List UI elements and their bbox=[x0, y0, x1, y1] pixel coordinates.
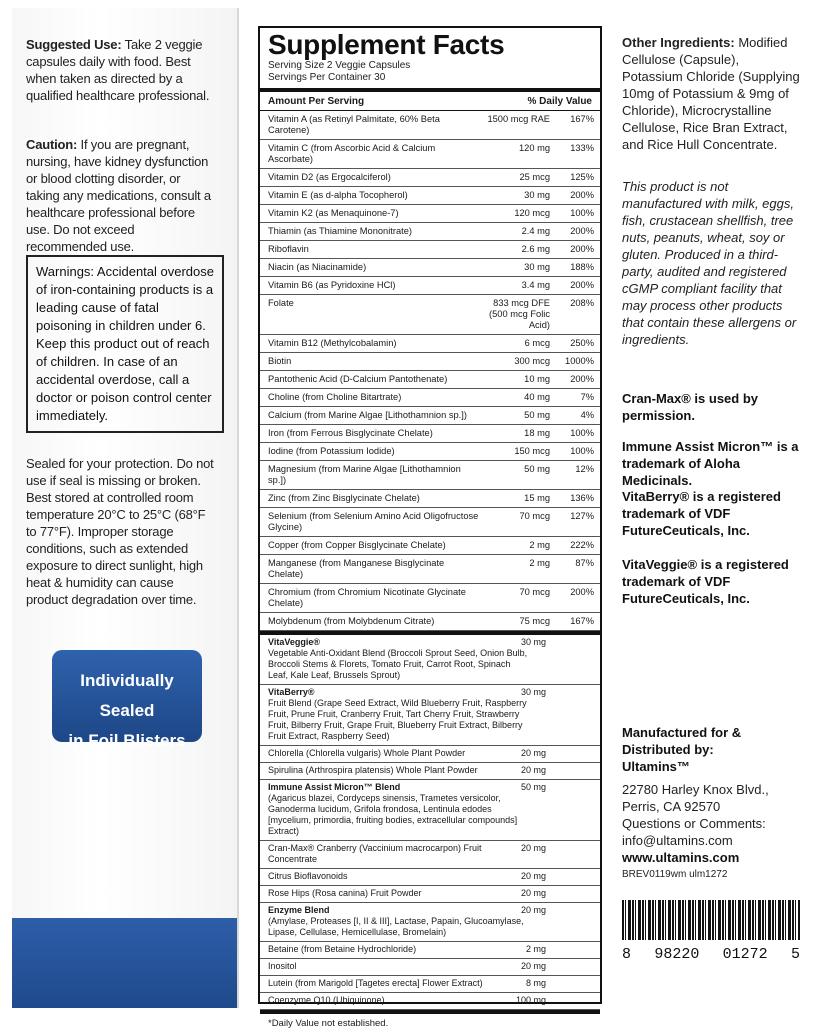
badge-line1: Individually Sealed bbox=[80, 671, 174, 720]
nutrient-dv: 200% bbox=[570, 190, 594, 200]
blend-amount: 20 mg bbox=[520, 871, 546, 881]
caution-label: Caution: bbox=[26, 137, 78, 152]
email: info@ultamins.com bbox=[622, 833, 733, 848]
barcode bbox=[622, 900, 800, 940]
blend-heading: VitaVeggie® bbox=[268, 637, 320, 647]
nutrient-name: Vitamin D2 (as Ergocalciferol) bbox=[268, 172, 391, 182]
nutrient-name: Chromium (from Chromium Nicotinate Glycinate Chelate) bbox=[268, 587, 466, 608]
nutrient-amount: 15 mg bbox=[524, 493, 550, 503]
nutrient-dv: 100% bbox=[570, 428, 594, 438]
amount-header: Amount Per Serving bbox=[268, 96, 365, 107]
facts-header-row bbox=[260, 88, 600, 111]
blend-row bbox=[260, 959, 600, 976]
questions-label: Questions or Comments: bbox=[622, 816, 766, 831]
warning-text: Warnings: Accidental overdose of iron-containing products is a leading cause of fatal poisoning in children under 6. Keep this product out of reach of children. In case of an accidental overdose, call a doctor or poison control center immediately. bbox=[36, 264, 215, 423]
other-ingredients-label: Other Ingredients: bbox=[622, 35, 735, 50]
nutrient-amount: 2 mg bbox=[529, 540, 550, 550]
nutrient-amount: 300 mcg bbox=[514, 356, 550, 366]
nutrient-row bbox=[260, 407, 600, 425]
blend-description: Betaine (from Betaine Hydrochloride) bbox=[268, 944, 417, 954]
facts-title: Supplement Facts bbox=[268, 29, 505, 60]
nutrient-amount: 3.4 mg bbox=[521, 280, 550, 290]
nutrient-dv: 87% bbox=[575, 558, 594, 568]
blend-row bbox=[260, 886, 600, 903]
nutrient-amount: 30 mg bbox=[524, 190, 550, 200]
address-line1: 22780 Harley Knox Blvd., bbox=[622, 782, 769, 797]
blend-row bbox=[260, 763, 600, 780]
nutrient-amount: 6 mcg bbox=[524, 338, 550, 348]
barcode-part: 01272 bbox=[722, 946, 768, 963]
nutrient-row bbox=[260, 353, 600, 371]
barcode-part: 5 bbox=[790, 946, 800, 963]
nutrient-amount: 70 mcg bbox=[519, 587, 550, 597]
trademark-vitaveggie: VitaVeggie® is a registered trademark of VDF FutureCeuticals, Inc. bbox=[622, 557, 789, 606]
suggested-use-label: Suggested Use: bbox=[26, 37, 122, 52]
nutrient-row bbox=[260, 508, 600, 537]
blend-description: Lutein (from Marigold [Tagetes erecta] Flower Extract) bbox=[268, 978, 483, 988]
nutrient-amount: 70 mcg bbox=[519, 511, 550, 521]
blend-row bbox=[260, 780, 600, 841]
nutrient-dv: 200% bbox=[570, 226, 594, 236]
other-ingredients bbox=[622, 34, 802, 153]
nutrient-dv: 100% bbox=[570, 208, 594, 218]
nutrient-name: Vitamin K2 (as Menaquinone-7) bbox=[268, 208, 399, 218]
nutrient-row bbox=[260, 259, 600, 277]
nutrient-dv: 12% bbox=[575, 464, 594, 474]
blend-amount: 20 mg bbox=[520, 843, 546, 853]
nutrient-amount: 10 mg bbox=[524, 374, 550, 384]
blend-row bbox=[260, 685, 600, 746]
nutrient-name: Vitamin B6 (as Pyridoxine HCl) bbox=[268, 280, 396, 290]
nutrient-name: Vitamin B12 (Methylcobalamin) bbox=[268, 338, 397, 348]
barcode-part: 98220 bbox=[654, 946, 700, 963]
nutrient-rows bbox=[260, 111, 600, 631]
website: www.ultamins.com bbox=[622, 850, 740, 865]
nutrient-row bbox=[260, 537, 600, 555]
nutrient-amount: 30 mg bbox=[524, 262, 550, 272]
nutrient-name: Selenium (from Selenium Amino Acid Oligofructose Glycine) bbox=[268, 511, 479, 532]
blend-row bbox=[260, 942, 600, 959]
nutrient-row bbox=[260, 371, 600, 389]
nutrient-amount: 150 mcg bbox=[514, 446, 550, 456]
suggested-use-text: Take 2 veggie capsules daily with food. Best when taken as directed by a qualified healthcare professional. bbox=[26, 37, 210, 103]
product-codes: BREV0119wm ulm1272 bbox=[622, 869, 728, 880]
nutrient-amount: 50 mg bbox=[524, 410, 550, 420]
blend-amount: 2 mg bbox=[525, 944, 546, 954]
nutrient-dv: 200% bbox=[570, 374, 594, 384]
blend-row bbox=[260, 869, 600, 886]
address-line2: Perris, CA 92570 bbox=[622, 799, 721, 814]
nutrient-row bbox=[260, 187, 600, 205]
nutrient-name: Calcium (from Marine Algae [Lithothamnion sp.]) bbox=[268, 410, 467, 420]
nutrient-row bbox=[260, 490, 600, 508]
servings-per-container: Servings Per Container 30 bbox=[268, 72, 386, 83]
blend-row bbox=[260, 993, 600, 1010]
sealed-note bbox=[26, 455, 214, 608]
nutrient-amount: 833 mcg DFE (500 mcg Folic Acid) bbox=[489, 298, 550, 330]
trademark-vitaberry: VitaBerry® is a registered trademark of VDF FutureCeuticals, Inc. bbox=[622, 489, 781, 538]
blend-row bbox=[260, 841, 600, 869]
blend-amount: 20 mg bbox=[520, 748, 546, 758]
caution-text: If you are pregnant, nursing, have kidney dysfunction or blood clotting disorder, or taking any medications, consult a healthcare professional before use. Do not exceed recommended use. bbox=[26, 137, 211, 254]
nutrient-dv: 125% bbox=[570, 172, 594, 182]
blend-row bbox=[260, 746, 600, 763]
warning-box bbox=[26, 255, 224, 433]
nutrient-amount: 25 mcg bbox=[519, 172, 550, 182]
nutrient-amount: 75 mcg bbox=[519, 616, 550, 626]
sealed-text: Sealed for your protection. Do not use if seal is missing or broken. Best stored at controlled room temperature 20°C to 25°C (68°F to 77°F). Improper storage conditions, such as extended exposure to direct sunlight, high heat & humidity can cause product degradation over time. bbox=[26, 456, 214, 607]
nutrient-dv: 4% bbox=[580, 410, 594, 420]
nutrient-row bbox=[260, 613, 600, 631]
mfr-name: Ultamins™ bbox=[622, 759, 690, 774]
trademark-immune: Immune Assist Micron™ is a trademark of Aloha Medicinals. bbox=[622, 439, 799, 488]
nutrient-name: Vitamin E (as d-alpha Tocopherol) bbox=[268, 190, 408, 200]
nutrient-amount: 1500 mcg RAE bbox=[487, 114, 550, 124]
nutrient-name: Thiamin (as Thiamine Mononitrate) bbox=[268, 226, 412, 236]
nutrient-row bbox=[260, 111, 600, 140]
blend-amount: 100 mg bbox=[515, 995, 546, 1005]
nutrient-dv: 200% bbox=[570, 280, 594, 290]
blend-amount: 8 mg bbox=[525, 978, 546, 988]
nutrient-dv: 208% bbox=[570, 298, 594, 308]
barcode-part: 8 bbox=[622, 946, 632, 963]
blend-description: (Agaricus blazei, Cordyceps sinensis, Trametes versicolor, Ganoderma lucidum, Grifola frondosa, Lentinula edodes [mycelium, primordia, fruiting bodies, extracellular compounds] Extract) bbox=[268, 793, 518, 836]
allergen-statement: This product is not manufactured with milk, eggs, fish, crustacean shellfish, tree nuts, peanuts, wheat, soy or gluten. Produced in a third-party, audited and registered cGMP compliant facility that may process other products that contain these allergens or ingredients. bbox=[622, 179, 797, 347]
blend-amount: 20 mg bbox=[520, 905, 546, 915]
nutrient-dv: 167% bbox=[570, 114, 594, 124]
nutrient-row bbox=[260, 425, 600, 443]
nutrient-row bbox=[260, 389, 600, 407]
foil-blister-badge bbox=[52, 650, 202, 750]
nutrient-row bbox=[260, 223, 600, 241]
nutrient-row bbox=[260, 555, 600, 584]
blend-description: (Amylase, Proteases [I, II & III], Lactase, Papain, Glucoamylase, Lipase, Cellulase, Hemicellulase, Bromelain) bbox=[268, 916, 524, 937]
nutrient-row bbox=[260, 295, 600, 335]
blend-description: Fruit Blend (Grape Seed Extract, Wild Blueberry Fruit, Raspberry Fruit, Prune Fruit, Cranberry Fruit, Tart Cherry Fruit, Strawberry Fruit, Bilberry Fruit, Grape Fruit, Blueberry Fruit Extract, Bilberry Fruit Extract, Raspberry Seed) bbox=[268, 698, 527, 741]
nutrient-name: Riboflavin bbox=[268, 244, 309, 254]
blend-row bbox=[260, 903, 600, 942]
nutrient-row bbox=[260, 461, 600, 490]
badge-line2: in Foil Blisters bbox=[68, 731, 186, 750]
nutrient-row bbox=[260, 169, 600, 187]
serving-size: Serving Size 2 Veggie Capsules bbox=[268, 60, 411, 71]
nutrient-amount: 2.6 mg bbox=[521, 244, 550, 254]
blend-description: Rose Hips (Rosa canina) Fruit Powder bbox=[268, 888, 422, 898]
blend-heading: Enzyme Blend bbox=[268, 905, 330, 915]
nutrient-dv: 200% bbox=[570, 587, 594, 597]
nutrient-name: Manganese (from Manganese Bisglycinate Chelate) bbox=[268, 558, 445, 579]
blend-row bbox=[260, 976, 600, 993]
caution bbox=[26, 136, 214, 255]
nutrient-name: Iodine (from Potassium Iodide) bbox=[268, 446, 395, 456]
nutrient-dv: 133% bbox=[570, 143, 594, 153]
blend-amount: 30 mg bbox=[520, 637, 546, 647]
nutrient-name: Niacin (as Niacinamide) bbox=[268, 262, 367, 272]
nutrient-dv: 136% bbox=[570, 493, 594, 503]
blend-amount: 20 mg bbox=[520, 765, 546, 775]
mfr-label: Manufactured for & Distributed by: bbox=[622, 725, 742, 757]
nutrient-row bbox=[260, 140, 600, 169]
nutrient-row bbox=[260, 277, 600, 295]
blend-description: Spirulina (Arthrospira platensis) Whole Plant Powder bbox=[268, 765, 478, 775]
blend-description: Cran-Max® Cranberry (Vaccinium macrocarpon) Fruit Concentrate bbox=[268, 843, 482, 864]
nutrient-amount: 2 mg bbox=[529, 558, 550, 568]
nutrient-amount: 120 mg bbox=[518, 143, 550, 153]
nutrient-name: Pantothenic Acid (D-Calcium Pantothenate) bbox=[268, 374, 448, 384]
blue-strip bbox=[12, 918, 237, 1008]
blend-heading: VitaBerry® bbox=[268, 687, 315, 697]
nutrient-dv: 7% bbox=[580, 392, 594, 402]
nutrient-dv: 167% bbox=[570, 616, 594, 626]
blend-amount: 30 mg bbox=[520, 687, 546, 697]
nutrient-row bbox=[260, 205, 600, 223]
nutrient-amount: 2.4 mg bbox=[521, 226, 550, 236]
nutrient-name: Iron (from Ferrous Bisglycinate Chelate) bbox=[268, 428, 433, 438]
nutrient-dv: 188% bbox=[570, 262, 594, 272]
suggested-use bbox=[26, 36, 214, 104]
trademark-cranmax: Cran-Max® is used by permission. bbox=[622, 391, 759, 423]
nutrient-name: Zinc (from Zinc Bisglycinate Chelate) bbox=[268, 493, 420, 503]
barcode-number bbox=[622, 946, 800, 963]
nutrient-dv: 127% bbox=[570, 511, 594, 521]
nutrient-row bbox=[260, 335, 600, 353]
blend-description: Inositol bbox=[268, 961, 297, 971]
nutrient-name: Molybdenum (from Molybdenum Citrate) bbox=[268, 616, 435, 626]
nutrient-name: Magnesium (from Marine Algae [Lithothamnion sp.]) bbox=[268, 464, 461, 485]
blend-amount: 50 mg bbox=[520, 782, 546, 792]
nutrient-name: Biotin bbox=[268, 356, 292, 366]
nutrient-name: Copper (from Copper Bisglycinate Chelate) bbox=[268, 540, 446, 550]
nutrient-row bbox=[260, 443, 600, 461]
nutrient-dv: 1000% bbox=[565, 356, 594, 366]
manufacturer-block bbox=[622, 724, 802, 883]
nutrient-row bbox=[260, 584, 600, 613]
nutrient-name: Vitamin A (as Retinyl Palmitate, 60% Beta Carotene) bbox=[268, 114, 440, 135]
dv-header: % Daily Value bbox=[527, 96, 592, 107]
blend-row bbox=[260, 635, 600, 685]
nutrient-dv: 100% bbox=[570, 446, 594, 456]
blend-description: Citrus Bioflavonoids bbox=[268, 871, 348, 881]
nutrient-amount: 18 mg bbox=[524, 428, 550, 438]
blend-amount: 20 mg bbox=[520, 961, 546, 971]
nutrient-dv: 250% bbox=[570, 338, 594, 348]
nutrient-amount: 50 mg bbox=[524, 464, 550, 474]
nutrient-dv: 222% bbox=[570, 540, 594, 550]
nutrient-dv: 200% bbox=[570, 244, 594, 254]
nutrient-name: Folate bbox=[268, 298, 294, 308]
footnote: *Daily Value not established. bbox=[260, 1010, 600, 1033]
blend-description: Chlorella (Chlorella vulgaris) Whole Plant Powder bbox=[268, 748, 466, 758]
blend-rows bbox=[260, 635, 600, 1010]
nutrient-name: Vitamin C (from Ascorbic Acid & Calcium Ascorbate) bbox=[268, 143, 436, 164]
nutrient-name: Choline (from Choline Bitartrate) bbox=[268, 392, 402, 402]
blend-heading: Immune Assist Micron™ Blend bbox=[268, 782, 401, 792]
other-ingredients-text: Modified Cellulose (Capsule), Potassium Chloride (Supplying 10mg of Potassium & 9mg of Chloride), Microcrystalline Cellulose, Rice Bran Extract, and Rice Hull Concentrate. bbox=[622, 35, 800, 152]
blend-amount: 20 mg bbox=[520, 888, 546, 898]
nutrient-amount: 40 mg bbox=[524, 392, 550, 402]
nutrient-amount: 120 mcg bbox=[514, 208, 550, 218]
supplement-facts-panel bbox=[258, 26, 602, 1029]
nutrient-row bbox=[260, 241, 600, 259]
blend-description: Vegetable Anti-Oxidant Blend (Broccoli Sprout Seed, Onion Bulb, Broccoli Stems & Florets, Tomato Fruit, Carrot Root, Spinach Leaf, Kale Leaf, Brussels Sprout) bbox=[268, 648, 528, 680]
blend-description: Coenzyme Q10 (Ubiquinone) bbox=[268, 995, 385, 1005]
